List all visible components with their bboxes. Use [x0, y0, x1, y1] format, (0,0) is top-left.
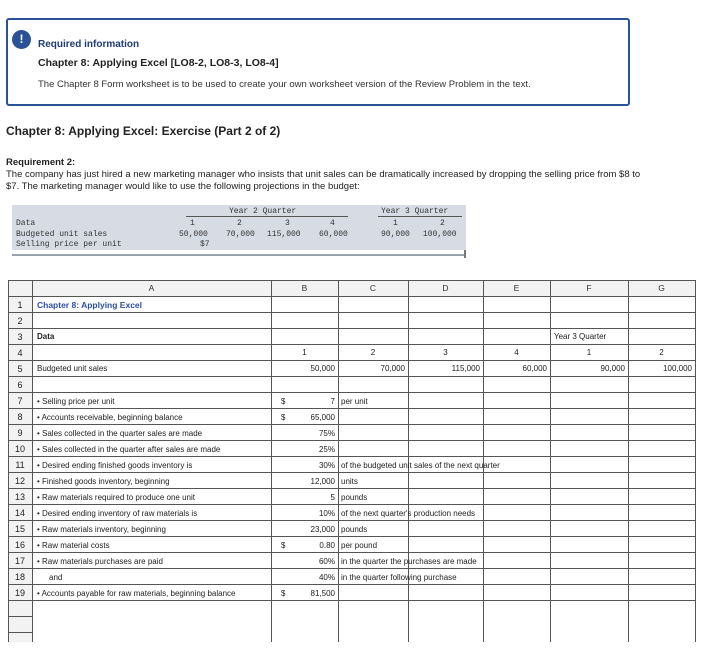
item-note[interactable]: pounds — [341, 525, 368, 534]
budgeted-sales-value[interactable]: 100,000 — [663, 364, 692, 373]
item-label[interactable]: • Finished goods inventory, beginning — [37, 477, 170, 486]
item-note[interactable]: per pound — [341, 541, 378, 550]
projection-q: 2 — [440, 219, 445, 228]
row-number[interactable]: 9 — [17, 428, 23, 438]
projection-sales: 90,000 — [381, 230, 410, 239]
projection-q: 3 — [285, 219, 290, 228]
year2-header: Year 2 Quarter — [229, 207, 297, 216]
currency-symbol: $ — [281, 541, 286, 550]
item-note[interactable]: of the next quarter's production needs — [341, 509, 476, 518]
quarter-number[interactable]: 1 — [302, 348, 307, 357]
required-info-box — [6, 18, 630, 106]
item-note[interactable]: in the quarter the purchases are made — [341, 557, 477, 566]
projection-q: 4 — [330, 219, 335, 228]
quarter-number[interactable]: 3 — [443, 348, 448, 357]
quarter-number[interactable]: 1 — [586, 348, 592, 357]
item-value[interactable]: 40% — [318, 573, 335, 582]
row-number[interactable]: 1 — [17, 300, 23, 310]
row-number[interactable]: 8 — [17, 412, 23, 422]
item-label[interactable]: • Sales collected in the quarter after sales are made — [37, 445, 221, 454]
row-number[interactable]: 10 — [14, 444, 25, 454]
row-number[interactable]: 18 — [14, 572, 25, 582]
item-label[interactable]: • Raw material costs — [37, 541, 110, 550]
row-number[interactable]: 5 — [17, 364, 23, 374]
year3-quarter-label[interactable]: Year 3 Quarter — [554, 332, 607, 341]
budgeted-sales-label[interactable]: Budgeted unit sales — [37, 364, 108, 373]
info-title: Required information — [38, 39, 140, 50]
row-number[interactable]: 14 — [14, 508, 25, 518]
section-title: Chapter 8: Applying Excel: Exercise (Part 2 of 2) — [6, 124, 281, 138]
row-number[interactable]: 3 — [17, 332, 23, 342]
budgeted-sales-value[interactable]: 90,000 — [600, 364, 625, 373]
alert-icon: ! — [12, 30, 31, 49]
item-label[interactable]: • Raw materials required to produce one unit — [37, 493, 195, 502]
item-note[interactable]: units — [341, 477, 358, 486]
item-value[interactable]: 12,000 — [310, 477, 335, 486]
item-label[interactable]: • Sales collected in the quarter sales are made — [37, 429, 203, 438]
row-number[interactable]: 15 — [14, 524, 25, 534]
item-value[interactable]: 0.80 — [319, 541, 335, 550]
item-value[interactable]: 25% — [318, 445, 335, 454]
projection-footer-bar — [12, 254, 466, 256]
item-note[interactable]: pounds — [341, 493, 368, 502]
currency-symbol: $ — [281, 413, 286, 422]
item-label[interactable]: • Selling price per unit — [37, 397, 115, 406]
requirement-label: Requirement 2: — [6, 157, 76, 168]
projection-price: $7 — [200, 240, 210, 249]
quarter-number[interactable]: 2 — [659, 348, 664, 357]
projection-q: 1 — [393, 219, 398, 228]
projection-sales: 70,000 — [226, 230, 255, 239]
item-label[interactable]: • Raw materials inventory, beginning — [37, 525, 166, 534]
row-number[interactable]: 13 — [14, 492, 25, 502]
spreadsheet — [8, 280, 696, 642]
row-number[interactable]: 12 — [14, 476, 25, 486]
projection-sales: 115,000 — [267, 230, 301, 239]
info-text: The Chapter 8 Form worksheet is to be used to create your own worksheet version of the Review Problem in the text. — [38, 79, 531, 90]
item-value[interactable]: 81,500 — [310, 589, 335, 598]
projection-sales: 50,000 — [179, 230, 208, 239]
col-header-c[interactable]: C — [369, 283, 377, 293]
projection-row-sales: Budgeted unit sales — [16, 230, 108, 239]
row-number[interactable]: 17 — [14, 556, 25, 566]
row-number[interactable]: 2 — [17, 316, 23, 326]
item-value[interactable]: 5 — [330, 493, 335, 502]
row-number[interactable]: 19 — [14, 588, 25, 598]
projection-footer-end — [464, 250, 466, 258]
row-number[interactable]: 16 — [14, 540, 25, 550]
item-value[interactable]: 65,000 — [310, 413, 335, 422]
row-number[interactable]: 6 — [17, 380, 23, 390]
col-header-e[interactable]: E — [513, 283, 520, 293]
projection-q: 2 — [237, 219, 242, 228]
projection-row-data: Data — [16, 219, 36, 228]
projection-row-price: Selling price per unit — [16, 240, 122, 249]
quarter-number[interactable]: 2 — [370, 348, 376, 357]
currency-symbol: $ — [281, 397, 286, 406]
item-label[interactable]: and — [49, 573, 63, 582]
requirement-text: The company has just hired a new marketing manager who insists that unit sales can be dramatically increased by dropping the selling price from $8 to $7. The marketing manager would like to use the following projections in the budget: — [6, 169, 641, 192]
item-value[interactable]: 30% — [318, 461, 335, 470]
year2-underline — [186, 216, 348, 217]
currency-symbol: $ — [281, 589, 286, 598]
item-value[interactable]: 75% — [318, 429, 335, 438]
year3-underline — [378, 216, 462, 217]
item-label[interactable]: • Raw materials purchases are paid — [37, 557, 163, 566]
item-label[interactable]: • Desired ending inventory of raw materials is — [37, 509, 198, 518]
row-number[interactable]: 4 — [17, 348, 23, 358]
quarter-number[interactable]: 4 — [514, 348, 519, 357]
budgeted-sales-value[interactable]: 60,000 — [522, 364, 547, 373]
budgeted-sales-value[interactable]: 115,000 — [451, 364, 480, 373]
sheet-title[interactable]: Chapter 8: Applying Excel — [37, 300, 143, 310]
item-value[interactable]: 7 — [330, 397, 335, 406]
item-note[interactable]: per unit — [341, 397, 368, 406]
budgeted-sales-value[interactable]: 50,000 — [310, 364, 335, 373]
col-header-a[interactable]: A — [148, 283, 155, 293]
item-label[interactable]: • Accounts receivable, beginning balance — [37, 413, 183, 422]
projection-sales: 60,000 — [319, 230, 348, 239]
item-value[interactable]: 60% — [318, 557, 335, 566]
row-number[interactable]: 11 — [15, 460, 25, 470]
data-label[interactable]: Data — [37, 332, 55, 341]
item-note[interactable]: of the budgeted unit sales of the next quarter — [341, 461, 500, 470]
projection-sales: 100,000 — [423, 230, 457, 239]
col-header-f[interactable]: F — [586, 283, 592, 293]
col-header-d[interactable]: D — [442, 283, 449, 293]
info-subtitle: Chapter 8: Applying Excel [LO8-2, LO8-3, LO8-4] — [38, 57, 279, 69]
budgeted-sales-value[interactable]: 70,000 — [380, 364, 405, 373]
item-value[interactable]: 23,000 — [310, 525, 335, 534]
projection-q: 1 — [190, 219, 195, 228]
col-header-g[interactable]: G — [658, 283, 665, 293]
item-label[interactable]: • Accounts payable for raw materials, beginning balance — [37, 589, 236, 598]
item-note[interactable]: in the quarter following purchase — [341, 573, 457, 582]
item-value[interactable]: 10% — [318, 509, 335, 518]
year3-header: Year 3 Quarter — [381, 207, 449, 216]
col-header-b[interactable]: B — [301, 283, 308, 293]
row-number[interactable]: 7 — [17, 396, 23, 406]
item-label[interactable]: • Desired ending finished goods inventory is — [37, 461, 193, 470]
